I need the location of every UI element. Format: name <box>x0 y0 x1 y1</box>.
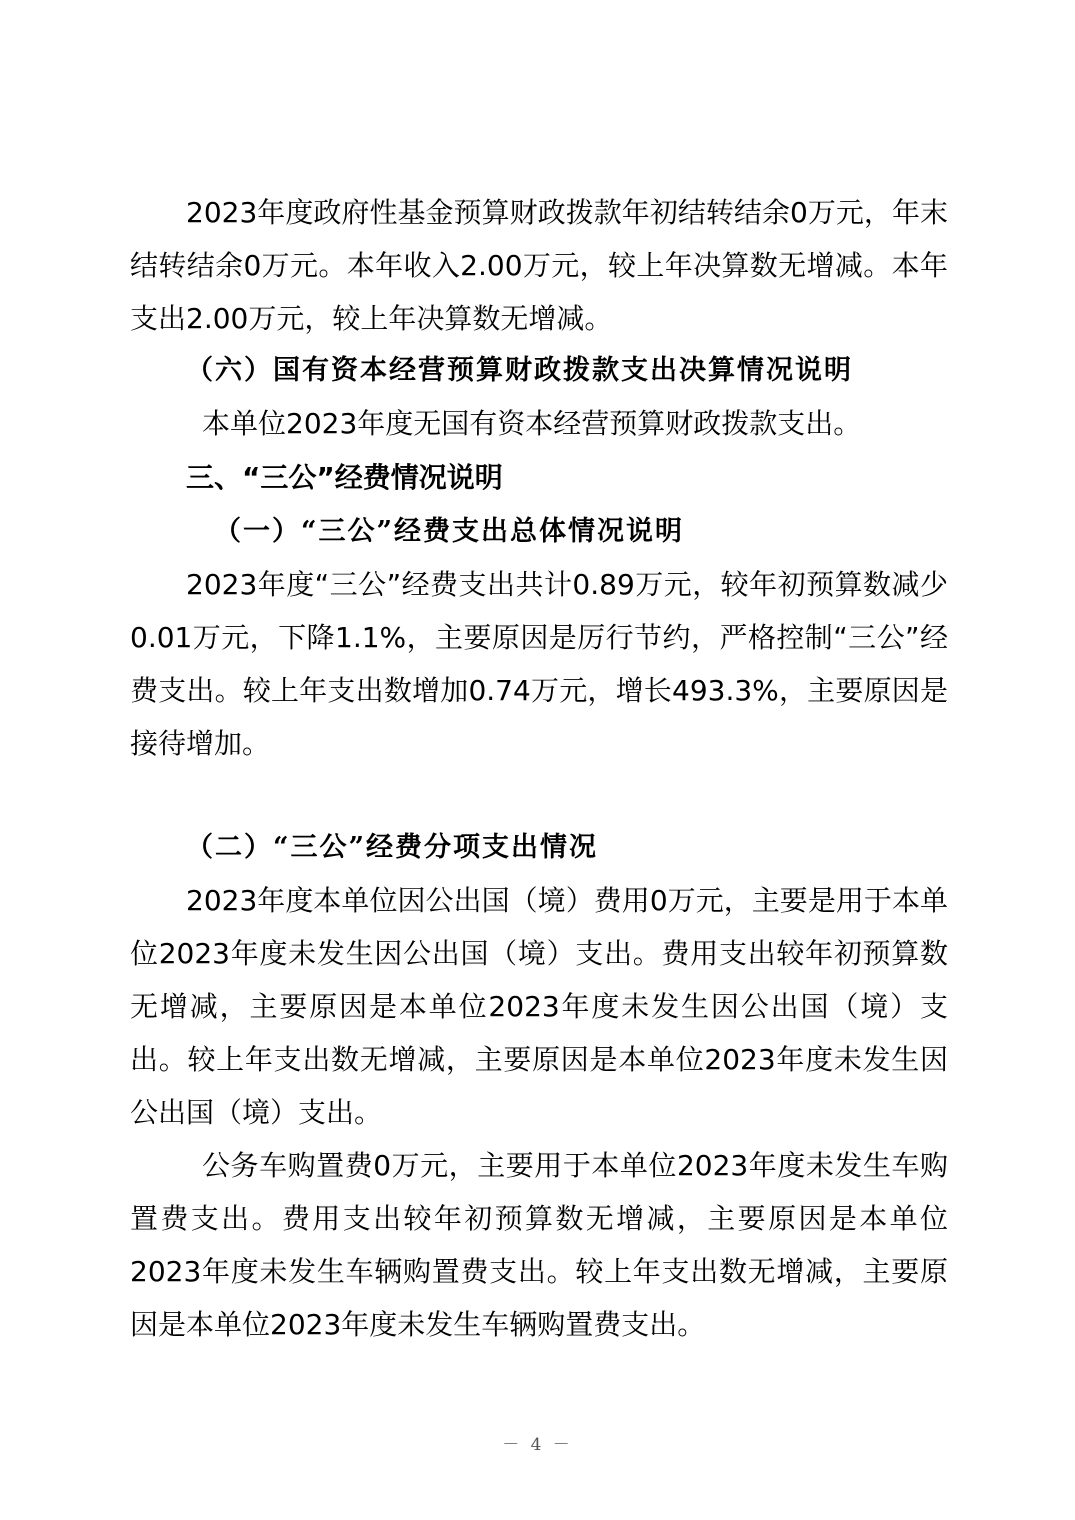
page-number: － 4 － <box>502 1435 573 1455</box>
page-content <box>130 186 948 1351</box>
heading-itemized-spending: （二）“三公”经费分项支出情况 <box>186 832 599 863</box>
paragraph-overseas-travel: 2023年度本单位因公出国（境）费用0万元，主要是用于本单位2023年度未发生因公出国（境）支出。费用支出较年初预算数无增减，主要原因是本单位2023年度未发生因公出国（境）支出。较上年支出数无增减，主要原因是本单位2023年度未发生因公出国（境）支出。 <box>130 884 948 1129</box>
paragraph-gap <box>130 770 948 822</box>
paragraph-government-fund: 2023年度政府性基金预算财政拨款年初结转结余0万元，年末结转结余0万元。本年收入2.00万元，较上年决算数无增减。本年支出2.00万元，较上年决算数无增减。 <box>130 196 948 335</box>
heading-overall-spending: （一）“三公”经费支出总体情况说明 <box>214 516 685 547</box>
heading-state-capital: （六）国有资本经营预算财政拨款支出决算情况说明 <box>186 355 853 386</box>
paragraph-vehicle-purchase: 公务车购置费0万元，主要用于本单位2023年度未发生车购置费支出。费用支出较年初预算数无增减，主要原因是本单位2023年度未发生车辆购置费支出。较上年支出数无增减，主要原因是本单位2023年度未发生车辆购置费支出。 <box>130 1149 948 1341</box>
heading-three-public: 三、“三公”经费情况说明 <box>186 461 503 494</box>
paragraph-state-capital: 本单位2023年度无国有资本经营预算财政拨款支出。 <box>202 407 862 440</box>
paragraph-overall-spending: 2023年度“三公”经费支出共计0.89万元，较年初预算数减少0.01万元，下降1.1%，主要原因是厉行节约，严格控制“三公”经费支出。较上年支出数增加0.74万元，增长493.3%，主要原因是接待增加。 <box>130 568 948 760</box>
